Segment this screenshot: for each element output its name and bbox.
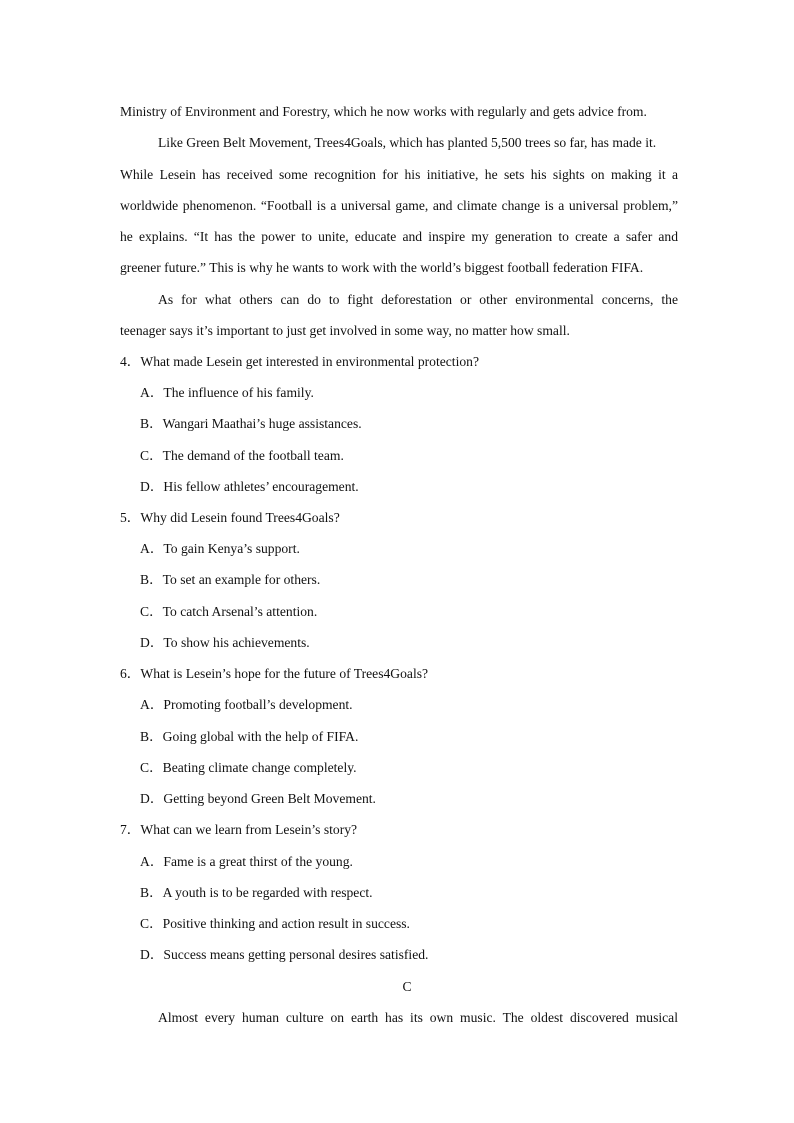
question-stem: 4．What made Lesein get interested in environmental protection?: [120, 354, 479, 369]
passage-line: While Lesein has received some recognition for his initiative, he sets his sights on making it a: [120, 167, 678, 182]
question-stem: 7．What can we learn from Lesein’s story?: [120, 822, 358, 837]
passage-line: teenager says it’s important to just get involved in some way, no matter how small.: [120, 323, 570, 338]
answer-option[interactable]: D．His fellow athletes’ encouragement.: [140, 479, 359, 494]
answer-option[interactable]: C．Positive thinking and action result in success.: [140, 916, 410, 931]
answer-option[interactable]: C．To catch Arsenal’s attention.: [140, 604, 318, 619]
answer-option[interactable]: A．To gain Kenya’s support.: [140, 541, 300, 556]
passage-line: Almost every human culture on earth has its own music. The oldest discovered musical: [158, 1010, 678, 1025]
answer-option[interactable]: B．To set an example for others.: [140, 572, 321, 587]
passage-line: As for what others can do to fight deforestation or other environmental concerns, the: [158, 292, 678, 307]
passage-line: Like Green Belt Movement, Trees4Goals, which has planted 5,500 trees so far, has made it.: [158, 135, 657, 150]
answer-option[interactable]: B．A youth is to be regarded with respect.: [140, 885, 373, 900]
answer-option[interactable]: B．Wangari Maathai’s huge assistances.: [140, 416, 362, 431]
answer-option[interactable]: D．To show his achievements.: [140, 635, 310, 650]
question-stem: 6．What is Lesein’s hope for the future of Trees4Goals?: [120, 666, 429, 681]
section-heading: C: [402, 979, 412, 994]
answer-option[interactable]: A．Fame is a great thirst of the young.: [140, 854, 353, 869]
passage-line: worldwide phenomenon. “Football is a universal game, and climate change is a universal problem,”: [120, 198, 678, 213]
question-stem: 5．Why did Lesein found Trees4Goals?: [120, 510, 340, 525]
answer-option[interactable]: D．Getting beyond Green Belt Movement.: [140, 791, 376, 806]
passage-line: Ministry of Environment and Forestry, which he now works with regularly and gets advice from.: [120, 104, 647, 119]
passage-line: greener future.” This is why he wants to work with the world’s biggest football federation FIFA.: [120, 260, 644, 275]
answer-option[interactable]: C．Beating climate change completely.: [140, 760, 357, 775]
answer-option[interactable]: A．Promoting football’s development.: [140, 697, 353, 712]
answer-option[interactable]: B．Going global with the help of FIFA.: [140, 729, 359, 744]
answer-option[interactable]: C．The demand of the football team.: [140, 448, 344, 463]
answer-option[interactable]: A．The influence of his family.: [140, 385, 314, 400]
answer-option[interactable]: D．Success means getting personal desires satisfied.: [140, 947, 429, 962]
passage-line: he explains. “It has the power to unite, educate and inspire my generation to create a safer and: [120, 229, 678, 244]
